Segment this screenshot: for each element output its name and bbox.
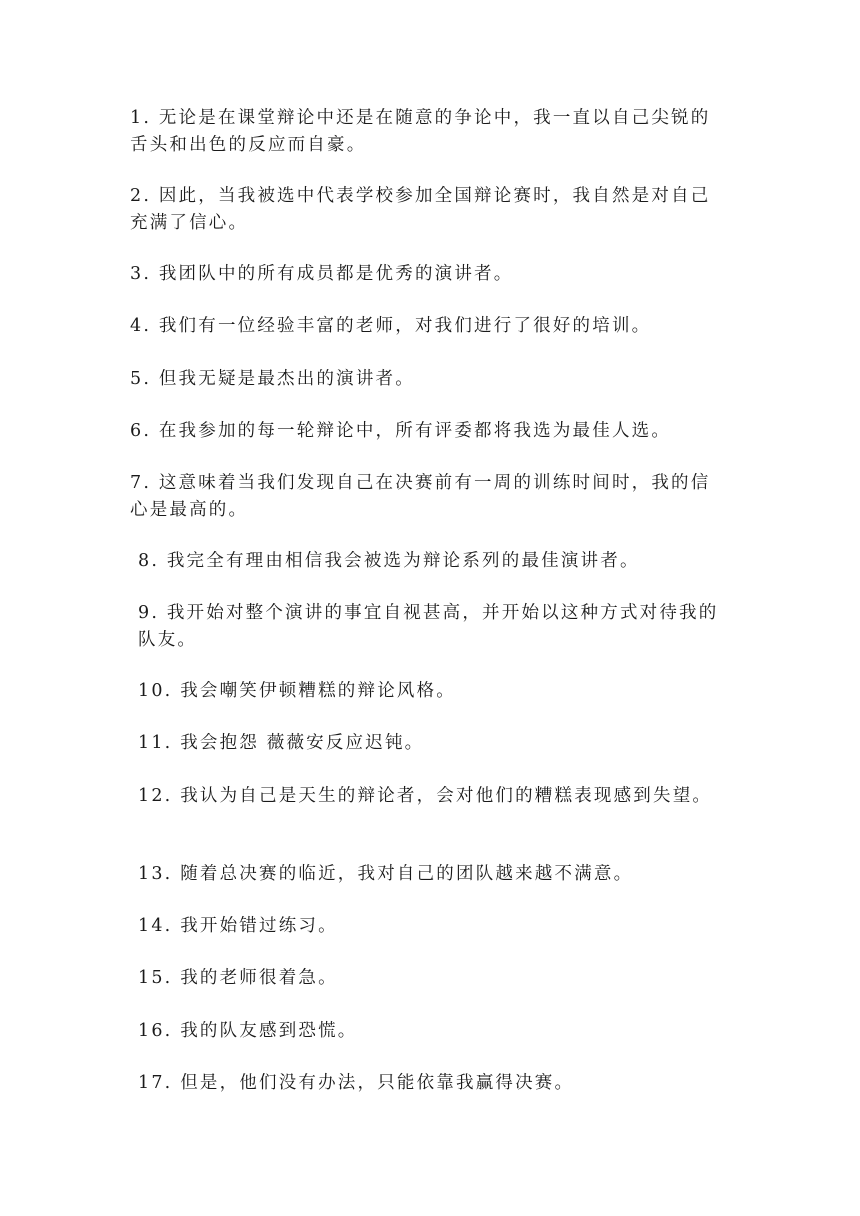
paragraph-5: 5. 但我无疑是最杰出的演讲者。 [130,369,415,389]
paragraph-12: 12. 我认为自己是天生的辩论者，会对他们的糟糕表现感到失望。 [138,786,713,806]
paragraph-6: 6. 在我参加的每一轮辩论中，所有评委都将我选为最佳人选。 [130,421,672,441]
paragraph-10: 10. 我会嘲笑伊顿糟糕的辩论风格。 [138,681,456,701]
paragraph-3: 3. 我团队中的所有成员都是优秀的演讲者。 [130,264,514,284]
paragraph-15: 15. 我的老师很着急。 [138,968,338,988]
paragraph-16: 16. 我的队友感到恐慌。 [138,1021,358,1041]
paragraph-11: 11. 我会抱怨 薇薇安反应迟钝。 [138,733,425,753]
paragraph-4: 4. 我们有一位经验丰富的老师，对我们进行了很好的培训。 [130,316,652,336]
paragraph-7: 7. 这意味着当我们发现自己在决赛前有一周的训练时间时，我的信心是最高的。 [130,473,711,520]
paragraph-17: 17. 但是，他们没有办法，只能依靠我赢得决赛。 [138,1073,575,1093]
paragraph-8: 8. 我完全有理由相信我会被选为辩论系列的最佳演讲者。 [138,551,640,571]
paragraph-9: 9. 我开始对整个演讲的事宜自视甚高，并开始以这种方式对待我的队友。 [138,603,719,650]
paragraph-14: 14. 我开始错过练习。 [138,916,338,936]
paragraph-13: 13. 随着总决赛的临近，我对自己的团队越来越不满意。 [138,864,634,884]
paragraph-1: 1. 无论是在课堂辩论中还是在随意的争论中，我一直以自己尖锐的舌头和出色的反应而自豪。 [130,108,711,155]
paragraph-2: 2. 因此，当我被选中代表学校参加全国辩论赛时，我自然是对自己充满了信心。 [130,186,711,233]
